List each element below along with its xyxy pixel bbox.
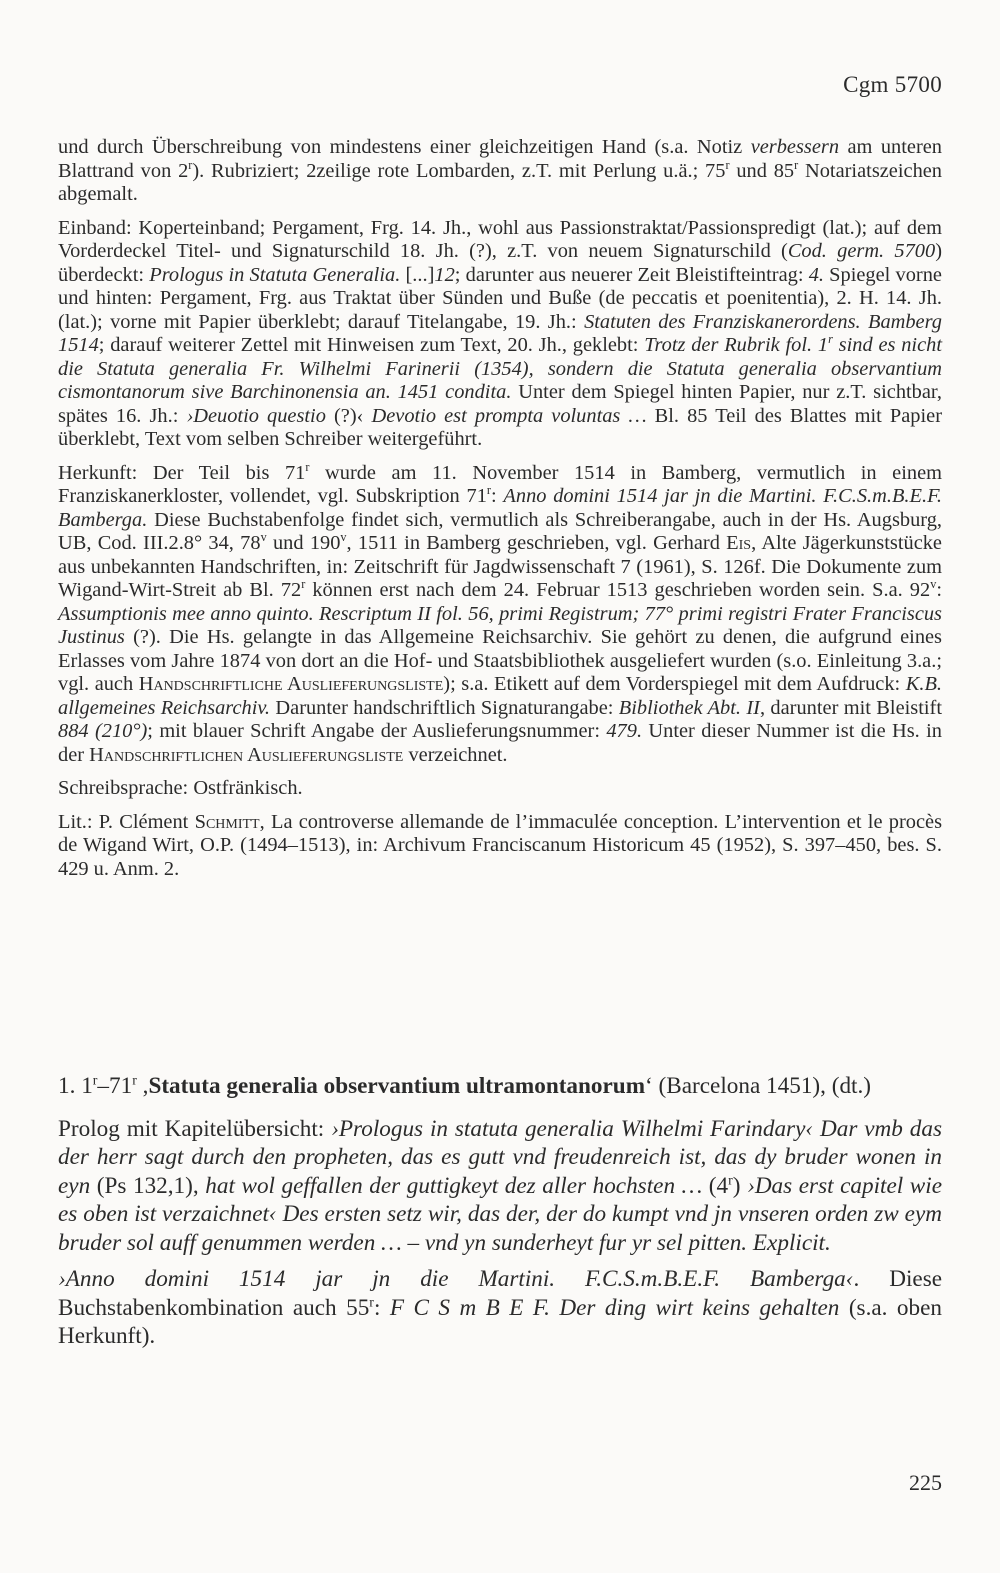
scribal-language-paragraph (58, 777, 942, 801)
item-heading (58, 1072, 942, 1101)
text-run: –71 (97, 1073, 133, 1099)
text-run: am unteren Blattrand von 2 (58, 136, 942, 182)
folio-superscript: r (486, 483, 491, 498)
folio-superscript: r (305, 459, 310, 474)
text-run: : (490, 485, 504, 507)
text-run: und 85 (729, 159, 795, 182)
italic-text-run: ›Deuotio questio (186, 404, 326, 427)
folio-superscript: r (728, 1172, 733, 1188)
text-run: Schreibsprache: Ostfränkisch. (58, 777, 303, 799)
description-paragraph (58, 136, 942, 207)
italic-text-run: 4. (808, 263, 824, 286)
manuscript-description (58, 136, 942, 891)
folio-superscript: r (188, 157, 193, 172)
prologue-paragraph (58, 1115, 942, 1258)
italic-text-run: Assumptionis mee anno quinto. Rescriptum II fol. 56, primi Registrum; 77° primi registri Frater Franciscus Justinus (58, 602, 942, 648)
text-run: Prolog mit Kapitelübersicht: (58, 1115, 332, 1142)
folio-superscript: r (828, 332, 833, 347)
text-run: , 1511 in Bamberg geschrieben, vgl. Gerhard (346, 532, 727, 554)
literature-paragraph (58, 811, 942, 882)
text-run: ). Rubriziert; 2zeilige rote Lombarden, z.T. mit Perlung u.ä.; 75 (192, 159, 726, 182)
italic-text-run: ›Prologus in statuta generalia Wilhelmi Farindary‹ Dar vmb das der herr sagt durch den propheten, das es gutt vnd freudenreich ist, das dy bruder wonen in eyn (58, 1115, 943, 1199)
italic-text-run: ›Das erst capitel wie es oben ist verzaichnet‹ Des ersten setz wir, das der, der do kumpt vnd jn vnseren orden zw eym bruder sol auff genummen werden … – vnd yn sunderheyt fur yr sel pitten. Explicit. (58, 1172, 942, 1256)
text-run: ) (732, 1172, 748, 1199)
colophon-paragraph (58, 1265, 942, 1351)
italic-text-run: Devotio est prompta voluntas … (371, 404, 647, 427)
italic-text-run: Bibliothek Abt. II (618, 696, 760, 719)
bold-title-run: Statuta generalia observantium ultramontanorum (148, 1073, 646, 1099)
folio-superscript: r (301, 577, 306, 592)
text-run: 1. 1 (58, 1073, 93, 1099)
text-run: , darunter mit Bleistift (759, 696, 943, 719)
text-run: Unter dieser Nummer ist die Hs. in der (58, 720, 943, 766)
italic-text-run: sind es nicht die Statuta generalia Fr. Wilhelmi Farinerii (1354), sondern die Statuta generalia observantium cismontanorum sive Barchinonensia an. 1451 condita. (58, 334, 942, 403)
text-run: ; mit blauer Schrift Angabe der Auslieferungsnummer: (147, 720, 607, 742)
text-run: ) überdeckt: (58, 240, 942, 286)
page-number: 225 (909, 1470, 942, 1495)
running-header-signature: Cgm 5700 (843, 72, 942, 97)
italic-text-run: 884 (210°) (58, 720, 148, 742)
italic-text-run: Statuten des Franziskanerordens. Bamberg 1514 (58, 310, 942, 356)
text-run: verzeichnet. (403, 743, 508, 766)
text-run: ‘ (Barcelona 1451), (dt.) (645, 1073, 872, 1099)
folio-superscript: r (725, 157, 730, 172)
text-run: : (936, 579, 942, 601)
folio-superscript: r (92, 1073, 98, 1089)
folio-superscript: v (260, 530, 267, 545)
text-run: , La controverse allemande de l’immaculée conception. L’intervention et le procès de Wigand Wirt, O.P. (1494–1513), in: Archivum Franciscanum Historicum 45 (1952), S. 397–450, bes. S. 429 u. Anm. 2. (58, 810, 943, 880)
folio-superscript: r (369, 1294, 374, 1310)
text-run: Bl. 85 Teil des Blattes mit Papier überklebt, Text vom selben Schreiber weitergeführt. (58, 404, 942, 450)
text-run: Unter dem Spiegel hinten Papier, nur z.T. sichtbar, spätes 16. Jh.: (58, 381, 942, 427)
italic-text-run: K.B. allgemeines Reichsarchiv. (58, 673, 943, 719)
small-caps-run: Handschriftliche Auslieferungsliste (138, 673, 444, 695)
text-run: Einband: Koperteinband; Pergament, Frg. 14. Jh., wohl aus Passionstraktat/Passionspredigt (lat.); auf dem Vorderdeckel Titel- und Signaturschild 18. Jh. (?), z.T. von neuem Signaturschild ( (58, 216, 942, 262)
text-run: und 190 (266, 532, 341, 554)
italic-text-run: Anno domini 1514 jar jn die Martini. F.C.S.m.B.E.F. Bamberga. (58, 485, 942, 531)
italic-text-run: verbessern (750, 136, 840, 158)
text-run: (s.a. oben Herkunft). (58, 1294, 942, 1349)
content-item (58, 1072, 942, 1359)
text-run: Notariatszeichen abgemalt. (58, 159, 943, 205)
italic-text-run: 479. (606, 720, 643, 742)
binding-paragraph (58, 217, 942, 452)
text-run: : (373, 1294, 390, 1321)
folio-superscript: v (930, 577, 937, 592)
folio-superscript: r (132, 1073, 137, 1089)
provenance-paragraph (58, 459, 943, 768)
folio-superscript: r (794, 157, 799, 172)
folio-superscript: v (340, 530, 347, 545)
italic-text-run: hat wol geffallen der guttigkeyt dez aller hochsten … (205, 1172, 703, 1199)
italic-text-run: ›Anno domini 1514 jar jn die Martini. F.C.S.m.B.E.F. Bamberga‹ (58, 1266, 854, 1292)
text-run: . Diese Buchstabenkombination auch 55 (58, 1266, 943, 1321)
italic-text-run: F C S m B E F. Der ding wirt keins gehalten (389, 1294, 840, 1321)
text-run: können erst nach dem 24. Februar 1513 geschrieben worden sein. S.a. 92 (305, 579, 931, 601)
text-run: ; darauf weiterer Zettel mit Hinweisen zum Text, 20. Jh., geklebt: (98, 334, 645, 356)
small-caps-run: Eis (726, 532, 752, 554)
text-run: (?). Die Hs. gelangte in das Allgemeine Reichsarchiv. Sie gehört zu denen, die aufgrund eines Erlasses vom Jahre 1874 von dort an die Hof- und Staatsbibliothek ausgeliefert wurden (s.o. Einleitung 3.a.; vgl. auch (58, 626, 942, 695)
text-run: Lit.: P. Clément (58, 810, 195, 833)
text-run: , Alte Jägerkunststücke aus unbekannten Handschriften, in: Zeitschrift für Jagdwissenschaft 7 (1961), S. 126f. Die Dokumente zum Wigand-Wirt-Streit ab Bl. 72 (58, 532, 942, 601)
italic-text-run: Prologus in Statuta Generalia. (149, 263, 401, 286)
text-run: (4 (702, 1172, 729, 1199)
text-run: und durch Überschreibung von mindestens einer gleichzeitigen Hand (s.a. Notiz (58, 136, 751, 158)
italic-text-run: 12 (434, 263, 455, 286)
small-caps-run: Handschriftlichen Auslieferungsliste (89, 743, 404, 766)
text-run: , (136, 1073, 149, 1099)
text-run: ; darunter aus neuerer Zeit Bleistifteintrag: (454, 263, 809, 286)
text-run: [...] (400, 263, 435, 286)
text-run: (Ps 132,1), (90, 1172, 206, 1199)
text-run: wurde am 11. November 1514 in Bamberg, vermutlich in einem Franziskanerkloster, vollendet, vgl. Subskription 71 (58, 461, 942, 507)
text-run: (?)‹ (325, 404, 372, 427)
italic-text-run: Cod. germ. 5700 (787, 240, 936, 262)
italic-text-run: Trotz der Rubrik fol. 1 (644, 334, 829, 356)
small-caps-run: Schmitt (194, 810, 260, 833)
text-run: Spiegel vorne und hinten: Pergament, Frg. aus Traktat über Sünden und Buße (de peccatis et poenitentia), 2. H. 14. Jh. (lat.); vorne mit Papier überklebt; darauf Titelangabe, 19. Jh.: (58, 263, 942, 333)
text-run: Darunter handschriftlich Signaturangabe: (270, 696, 619, 719)
text-run: ); s.a. Etikett auf dem Vorderspiegel mit dem Aufdruck: (443, 673, 906, 695)
text-run: Herkunft: Der Teil bis 71 (58, 461, 306, 484)
text-run: Diese Buchstabenfolge findet sich, vermutlich als Schreiberangabe, auch in der Hs. Augsburg, UB, Cod. III.2.8° 34, 78 (58, 508, 942, 554)
